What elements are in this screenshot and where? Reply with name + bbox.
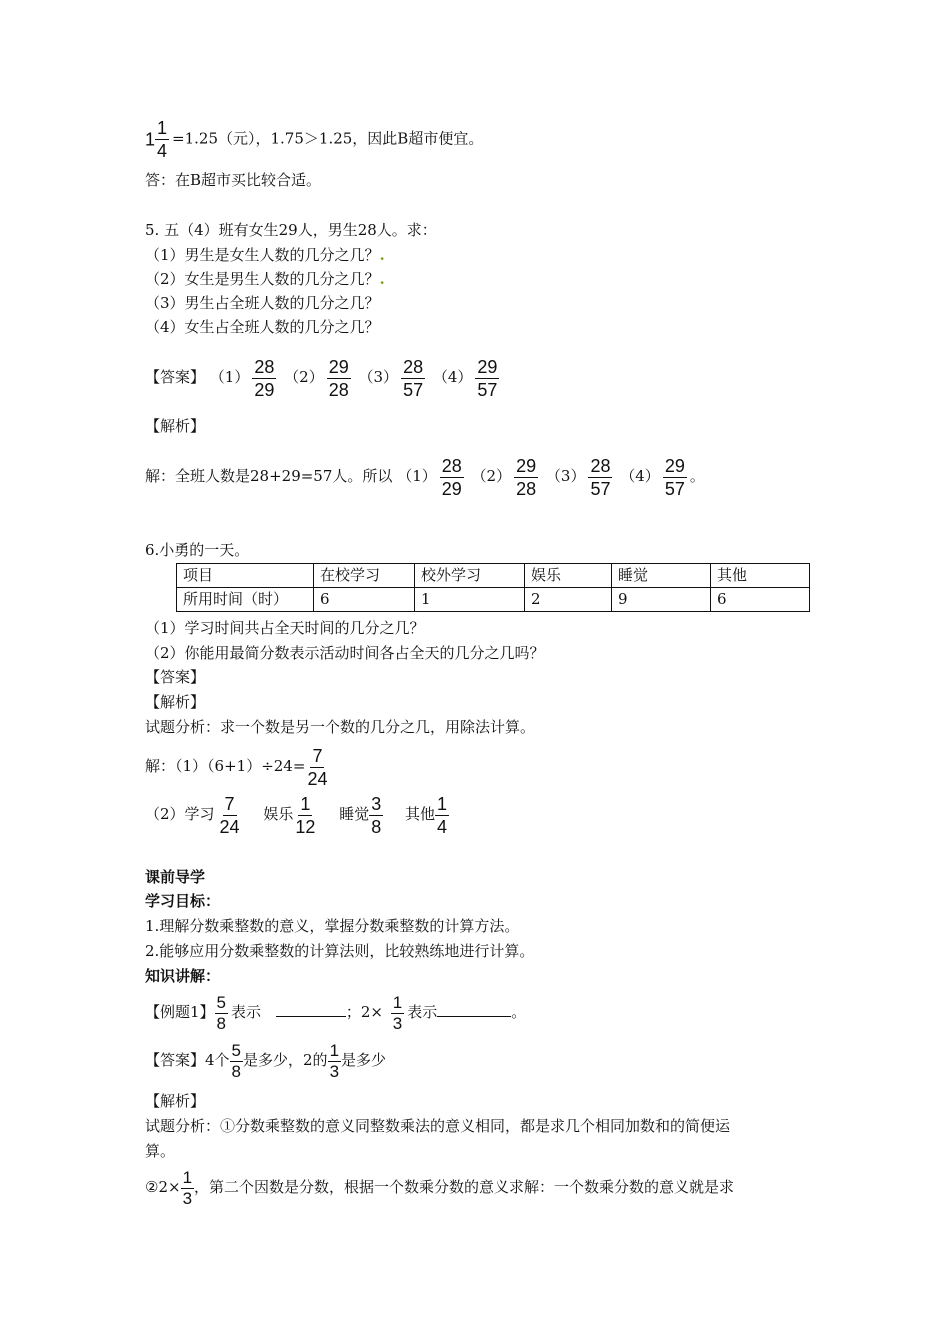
- intro-rest-text: =1.25（元），1.75＞1.25，因此B超市便宜。: [172, 129, 484, 148]
- q5-answer-line: 【答案】 （1） $\frac{28}{29}$ （2） $\frac{29}{28}$ （3） $\frac{28}{57}$ （4） $\frac{29}{57}$: [145, 356, 498, 400]
- intro-answer: 答：在B超市买比较合适。: [145, 171, 322, 189]
- example-analysis-line-3: ②2× $\frac{1}{3}$ ，第二个因数是分数，根据一个数乘分数的意义求解：一个数乘分数的意义就是求: [145, 1167, 735, 1208]
- solution-fraction: $\frac{3}{8}$: [371, 793, 382, 837]
- q6-analysis-text: 试题分析：求一个数是另一个数的几分之几，用除法计算。: [145, 718, 536, 736]
- goal-item-1: 1.理解分数乘整数的意义，掌握分数乘整数的计算方法。: [145, 917, 520, 935]
- solution-fraction: $\frac{29}{57}$: [664, 455, 685, 499]
- goal-item-2: 2.能够应用分数乘整数的计算法则，比较熟练地进行计算。: [145, 942, 535, 960]
- fill-blank[interactable]: [437, 1002, 511, 1017]
- answer-fraction: $\frac{29}{28}$: [328, 356, 349, 400]
- mixed-fraction: $\frac{1}{4}$: [157, 118, 168, 161]
- example-fraction: $\frac{5}{8}$: [216, 992, 227, 1033]
- q5-solution-line: 解：全班人数是28+29=57人。所以 （1） $\frac{28}{29}$ （2） $\frac{29}{28}$ （3） $\frac{28}{57}$ （4） $\frac{29}{57}$ 。: [145, 455, 705, 499]
- mixed-whole: 1: [145, 129, 156, 150]
- q5-item-1: （1）男生是女生人数的几分之几？.: [145, 246, 385, 264]
- table-cell: 其他: [711, 564, 810, 588]
- table-cell: 娱乐: [525, 564, 612, 588]
- table-row: [177, 564, 810, 588]
- q5-item-4: （4）女生占全班人数的几分之几？: [145, 318, 380, 336]
- q5-title: 5. 五（4）班有女生29人，男生28人。求：: [145, 221, 437, 239]
- answer-fraction: $\frac{28}{57}$: [403, 356, 424, 400]
- mark-dot: .: [379, 246, 385, 264]
- solution-fraction: $\frac{28}{57}$: [590, 455, 611, 499]
- q6-question-2: （2）你能用最简分数表示活动时间各占全天的几分之几吗？: [145, 644, 545, 662]
- q6-question-1: （1）学习时间共占全天时间的几分之几？: [145, 619, 425, 637]
- table-cell: 1: [415, 588, 525, 612]
- example-fraction: $\frac{1}{3}$: [392, 992, 403, 1033]
- table-cell: 2: [525, 588, 612, 612]
- table-cell: 校外学习: [415, 564, 525, 588]
- q5-answer-label: 【答案】: [145, 368, 206, 386]
- answer-fraction: $\frac{5}{8}$: [231, 1040, 242, 1081]
- table-cell: 6: [314, 588, 415, 612]
- solution-fraction: $\frac{1}{4}$: [437, 793, 448, 837]
- answer-fraction: $\frac{29}{57}$: [477, 356, 498, 400]
- example-analysis-line-2: 算。: [145, 1142, 176, 1160]
- fill-blank[interactable]: [276, 1002, 346, 1017]
- solution-fraction: $\frac{1}{12}$: [295, 793, 316, 837]
- q5-item-3: （3）男生占全班人数的几分之几？: [145, 294, 380, 312]
- table-cell: 6: [711, 588, 810, 612]
- solution-fraction: $\frac{7}{24}$: [219, 793, 240, 837]
- time-table: [176, 563, 810, 612]
- q6-solution-2: （2）学习 $\frac{7}{24}$ 娱乐 $\frac{1}{12}$ 睡觉 $\frac{3}{8}$ 其他 $\frac{1}{4}$: [145, 793, 448, 837]
- example-analysis-label: 【解析】: [145, 1092, 206, 1110]
- table-cell: 项目: [177, 564, 314, 588]
- q5-analysis-label: 【解析】: [145, 417, 206, 435]
- knowledge-heading: 知识讲解：: [145, 967, 221, 985]
- q6-solution-1: 解：（1）（6+1）÷24= $\frac{7}{24}$: [145, 745, 328, 789]
- mark-dot: .: [379, 270, 385, 288]
- q6-answer-label: 【答案】: [145, 668, 206, 686]
- table-row: [177, 588, 810, 612]
- q6-analysis-label: 【解析】: [145, 693, 206, 711]
- table-cell: 9: [612, 588, 711, 612]
- q5-item-2: （2）女生是男生人数的几分之几？.: [145, 270, 385, 288]
- solution-fraction: $\frac{29}{28}$: [516, 455, 537, 499]
- example-1-line: 【例题1】 $\frac{5}{8}$ 表示 ；2× $\frac{1}{3}$ 表示 。: [145, 992, 527, 1033]
- q6-title: 6.小勇的一天。: [145, 541, 250, 559]
- example-analysis-line-1: 试题分析：①分数乘整数的意义同整数乘法的意义相同，都是求几个相同加数和的简便运: [145, 1117, 731, 1135]
- table-cell: 在校学习: [314, 564, 415, 588]
- analysis-fraction: $\frac{1}{3}$: [182, 1167, 193, 1208]
- preview-heading: 课前导学: [145, 868, 206, 886]
- table-cell: 睡觉: [612, 564, 711, 588]
- goals-heading: 学习目标：: [145, 892, 221, 910]
- answer-fraction: $\frac{28}{29}$: [254, 356, 275, 400]
- table-cell: 所用时间（时）: [177, 588, 314, 612]
- solution-fraction: $\frac{28}{29}$: [441, 455, 462, 499]
- example-answer-line: 【答案】4个 $\frac{5}{8}$ 是多少，2的 $\frac{1}{3}$ 是多少: [145, 1040, 387, 1081]
- solution-fraction: $\frac{7}{24}$: [307, 745, 328, 789]
- answer-fraction: $\frac{1}{3}$: [329, 1040, 340, 1081]
- intro-price-line: [145, 117, 483, 162]
